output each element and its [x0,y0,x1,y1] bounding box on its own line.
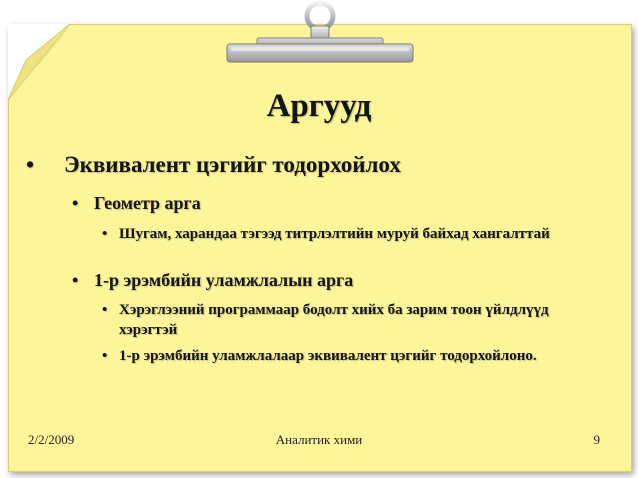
bullet-dot-icon: • [72,193,79,213]
bullet-text: 1-р эрэмбийн уламжлалын арга [94,270,354,290]
bullet-text: Хэрэглээний программаар бодолт хийх ба зарим тоон үйлдлүүд хэрэгтэй [119,302,549,338]
binder-clip-icon [225,0,415,68]
bullet-level2 [72,270,612,291]
bullet-dot-icon: • [72,270,79,290]
bullet-text: Геометр арга [94,193,201,213]
bullet-level3 [102,346,602,366]
bullet-text: Эквивалент цэгийг тодорхойлох [64,152,401,177]
bullet-text: Шугам, харандаа тэгээд титрлэлтийн муруй байхад хангалттай [119,226,550,242]
bullet-dot-icon: • [102,348,108,364]
bullet-level2 [72,193,612,214]
bullet-level1 [26,152,616,178]
bullet-level3 [102,224,602,244]
bullet-dot-icon: • [102,302,108,318]
bullet-level3 [102,300,602,340]
footer-page-number: 9 [593,432,600,447]
slide-title: Аргууд [266,88,372,124]
bullet-dot-icon: • [26,152,35,177]
bullet-dot-icon: • [102,226,108,242]
footer-title: Аналитик хими [275,432,363,447]
footer-date: 2/2/2009 [28,432,75,447]
bullet-text: 1-р эрэмбийн уламжлалаар эквивалент цэгийг тодорхойлоно. [119,348,537,364]
